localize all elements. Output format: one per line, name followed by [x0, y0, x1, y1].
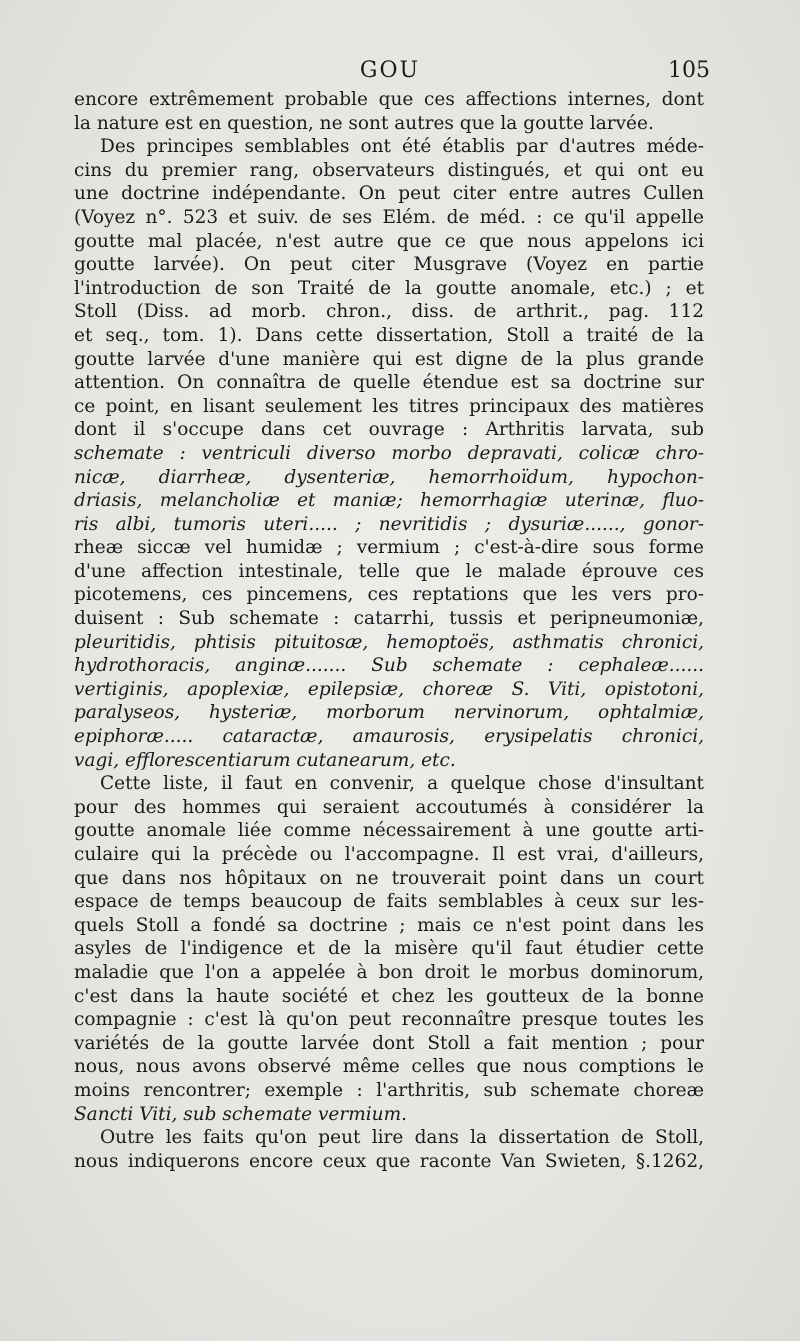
text-line: Sancti Viti, sub schemate vermium.: [74, 1103, 407, 1125]
text-line: espace de temps beaucoup de faits semblables à ceux sur les-: [74, 891, 704, 913]
text-line: goutte anomale liée comme nécessairement à une goutte arti-: [74, 820, 704, 842]
text-line: attention. On connaîtra de quelle étendue est sa doctrine sur: [74, 372, 704, 394]
text-line: nicæ, diarrheæ, dysenteriæ, hemorrhoïdum, hypochon-: [74, 466, 704, 488]
text-line: Outre les faits qu'on peut lire dans la dissertation de Stoll,: [100, 1127, 704, 1149]
text-line: encore extrêmement probable que ces affections internes, dont: [74, 89, 704, 110]
text-line: epiphoræ..... cataractæ, amaurosis, erysipelatis chronici,: [74, 726, 704, 748]
text-line: vertiginis, apoplexiæ, epilepsiæ, choreæ S. Viti, opistotoni,: [74, 678, 704, 700]
text-line: variétés de la goutte larvée dont Stoll a fait mention ; pour: [74, 1032, 704, 1054]
text-line: une doctrine indépendante. On peut citer entre autres Cullen: [74, 183, 704, 205]
text-line: picotemens, ces pincemens, ces reptations que les vers pro-: [74, 584, 704, 606]
text-line: vagi, efflorescentiarum cutanearum, etc.: [74, 749, 456, 771]
text-line: schemate : ventriculi diverso morbo depravati, colicæ chro-: [74, 442, 704, 464]
text-line: hydrothoracis, anginæ....... Sub schemate : cephaleæ......: [74, 655, 704, 677]
text-line: ce point, en lisant seulement les titres principaux des matières: [74, 395, 704, 417]
running-title: GOU: [359, 58, 421, 83]
text-line: que dans nos hôpitaux on ne trouverait point dans un court: [74, 867, 704, 889]
text-line: duisent : Sub schemate : catarrhi, tussis et peripneumoniæ,: [74, 608, 704, 630]
text-line: rheæ siccæ vel humidæ ; vermium ; c'est-à-dire sous forme: [74, 537, 704, 559]
text-line: Stoll (Diss. ad morb. chron., diss. de arthrit., pag. 112: [74, 301, 704, 323]
text-line: c'est dans la haute société et chez les goutteux de la bonne: [74, 985, 704, 1007]
text-line: pleuritidis, phtisis pituitosæ, hemoptoës, asthmatis chronici,: [74, 631, 704, 653]
text-line: l'introduction de son Traité de la goutte anomale, etc.) ; et: [74, 277, 704, 299]
text-line: cins du premier rang, observateurs distingués, et qui ont eu: [74, 159, 704, 181]
text-line: ris albi, tumoris uteri..... ; nevritidis ; dysuriæ......, gonor-: [74, 513, 704, 535]
text-line: culaire qui la précède ou l'accompagne. Il est vrai, d'ailleurs,: [74, 844, 704, 865]
text-line: paralyseos, hysteriæ, morborum nervinorum, ophtalmiæ,: [74, 702, 704, 724]
text-line: quels Stoll a fondé sa doctrine ; mais ce n'est point dans les: [74, 914, 704, 936]
text-line: d'une affection intestinale, telle que le malade éprouve ces: [74, 560, 704, 582]
text-line: goutte larvée). On peut citer Musgrave (Voyez en partie: [74, 254, 704, 276]
text-line: goutte mal placée, n'est autre que ce que nous appelons ici: [74, 230, 704, 252]
text-line: et seq., tom. 1). Dans cette dissertation, Stoll a traité de la: [74, 324, 704, 346]
text-line: Des principes semblables ont été établis par d'autres méde-: [100, 136, 704, 158]
text-line: nous indiquerons encore ceux que raconte Van Swieten, §.1262,: [74, 1150, 704, 1172]
page-number: 105: [668, 58, 710, 83]
page-header: [70, 52, 710, 86]
text-line: Cette liste, il faut en convenir, a quelque chose d'insultant: [100, 773, 704, 795]
text-line: goutte larvée d'une manière qui est digne de la plus grande: [74, 348, 704, 370]
text-line: compagnie : c'est là qu'on peut reconnaître presque toutes les: [74, 1009, 704, 1031]
body-text: [74, 88, 704, 1173]
text-line: maladie que l'on a appelée à bon droit le morbus dominorum,: [74, 961, 704, 983]
text-line: nous, nous avons observé même celles que nous comptions le: [74, 1056, 704, 1078]
text-line: asyles de l'indigence et de la misère qu'il faut étudier cette: [74, 938, 704, 960]
text-line: pour des hommes qui seraient accoutumés à considérer la: [74, 796, 704, 818]
text-line: driasis, melancholiæ et maniæ; hemorrhagiæ uterinæ, fluo-: [74, 490, 704, 512]
text-line: la nature est en question, ne sont autres que la goutte larvée.: [74, 112, 654, 134]
text-line: dont il s'occupe dans cet ouvrage : Arthritis larvata, sub: [74, 419, 704, 441]
text-line: (Voyez n°. 523 et suiv. de ses Elém. de méd. : ce qu'il appelle: [74, 206, 704, 228]
text-line: moins rencontrer; exemple : l'arthritis, sub schemate choreæ: [74, 1079, 704, 1101]
